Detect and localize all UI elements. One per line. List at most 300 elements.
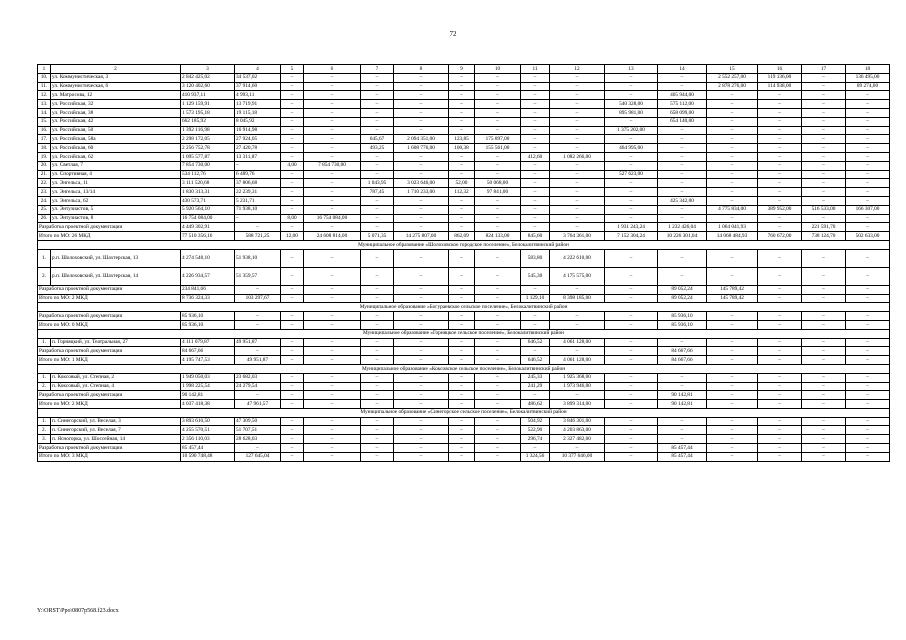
data-cell: 16 914,98 (235, 126, 281, 135)
header-cell: 9 (449, 65, 475, 74)
data-cell: – (449, 205, 475, 214)
data-cell: – (658, 135, 707, 144)
data-cell: – (707, 435, 758, 444)
data-cell: – (802, 267, 846, 285)
data-cell: – (475, 82, 521, 91)
summary-cell: – (361, 285, 394, 294)
data-cell: – (707, 196, 758, 205)
summary-cell: – (304, 356, 361, 365)
summary-label: Итого по МО: 2 МКД (38, 294, 181, 303)
section-title-row (38, 364, 890, 373)
data-cell: – (802, 100, 846, 109)
data-cell: 4 061 128,00 (550, 338, 605, 347)
summary-cell: – (304, 347, 361, 356)
summary-cell: – (235, 444, 281, 453)
data-cell: 1 082 266,00 (550, 152, 605, 161)
summary-cell: – (605, 285, 658, 294)
summary-cell: – (449, 452, 475, 461)
data-cell: 97 841,00 (475, 188, 521, 197)
data-cell: 11. (38, 82, 51, 91)
summary-label: Итого по МО: 3 МКД (38, 452, 181, 461)
data-cell: 4 255 570,51 (181, 426, 235, 435)
header-cell: 11 (521, 65, 550, 74)
data-cell: – (394, 82, 449, 91)
summary-cell: – (304, 452, 361, 461)
summary-cell: 103 297,67 (235, 294, 281, 303)
summary-cell: – (550, 320, 605, 329)
summary-cell: – (758, 285, 802, 294)
data-cell: 5 920 564,10 (181, 205, 235, 214)
data-cell: – (521, 117, 550, 126)
summary-cell: – (758, 312, 802, 321)
summary-cell: – (550, 347, 605, 356)
data-cell: – (361, 417, 394, 426)
summary-cell: 14 275 807,00 (394, 232, 449, 241)
data-cell: 5 231,71 (235, 196, 281, 205)
data-cell: 662 185,92 (181, 117, 235, 126)
data-cell: 3 846 301,00 (550, 417, 605, 426)
data-cell: – (281, 426, 304, 435)
data-cell: – (707, 170, 758, 179)
summary-cell: – (361, 294, 394, 303)
summary-cell: 10 377 646,00 (550, 452, 605, 461)
summary-cell: 127 645,04 (235, 452, 281, 461)
summary-cell: – (846, 223, 890, 232)
data-cell: 24. (38, 196, 51, 205)
data-cell: – (281, 82, 304, 91)
summary-cell: – (475, 285, 521, 294)
data-cell: – (550, 214, 605, 223)
data-cell: – (281, 179, 304, 188)
summary-cell: – (758, 452, 802, 461)
data-cell: – (707, 417, 758, 426)
summary-cell: – (521, 391, 550, 400)
summary-cell: – (304, 400, 361, 409)
data-cell: 7 854 730,00 (181, 161, 235, 170)
address-cell: ул. Коммунистическая, 6 (51, 82, 181, 91)
data-cell: – (449, 152, 475, 161)
summary-cell: 84 667,66 (181, 347, 235, 356)
data-cell: 4 993,11 (235, 91, 281, 100)
data-cell: 13 311,87 (235, 152, 281, 161)
data-cell: – (475, 91, 521, 100)
summary-cell: – (475, 391, 521, 400)
summary-cell: – (281, 223, 304, 232)
summary-cell: 85 457,44 (658, 444, 707, 453)
summary-cell: – (758, 320, 802, 329)
data-cell: – (449, 417, 475, 426)
data-cell: – (361, 82, 394, 91)
data-cell: – (304, 117, 361, 126)
summary-cell: – (521, 285, 550, 294)
summary-cell: – (394, 356, 449, 365)
summary-cell: 89 052,24 (658, 285, 707, 294)
header-row (38, 65, 890, 74)
data-cell: 22. (38, 179, 51, 188)
data-cell: 534 112,76 (181, 170, 235, 179)
header-cell: 2 (51, 65, 181, 74)
summary-cell: – (304, 312, 361, 321)
data-cell: 3 111 520,68 (181, 179, 235, 188)
data-cell: – (802, 152, 846, 161)
data-cell: – (361, 108, 394, 117)
address-cell: ул. Российская, 42 (51, 117, 181, 126)
data-cell: – (475, 73, 521, 82)
data-cell: – (658, 188, 707, 197)
data-cell: 16 754 084,00 (181, 214, 235, 223)
data-cell: – (304, 100, 361, 109)
data-cell: – (758, 426, 802, 435)
data-cell: – (605, 435, 658, 444)
data-cell: – (304, 144, 361, 153)
data-cell: – (304, 382, 361, 391)
data-cell: – (394, 196, 449, 205)
data-cell: – (449, 426, 475, 435)
data-cell: – (449, 91, 475, 100)
data-cell: 4,00 (281, 161, 304, 170)
summary-cell: 49 951,87 (235, 356, 281, 365)
data-cell: 1 973 946,00 (550, 382, 605, 391)
data-cell: – (394, 108, 449, 117)
section-title: Муниципальное образование «Горняцкое сельское поселение», Белокалитвинский район (38, 329, 890, 338)
data-cell: – (846, 179, 890, 188)
data-cell: – (281, 249, 304, 267)
summary-cell: 10 226 301,04 (658, 232, 707, 241)
summary-cell: – (304, 294, 361, 303)
data-cell: 2 298 172,05 (181, 135, 235, 144)
data-cell: – (449, 249, 475, 267)
summary-cell: 85 936,10 (181, 312, 235, 321)
data-cell: – (846, 338, 890, 347)
data-cell: – (658, 126, 707, 135)
address-cell: р.п. Шолоховский, ул. Шахтерская, 14 (51, 267, 181, 285)
data-cell: 245,33 (521, 373, 550, 382)
summary-cell: – (802, 391, 846, 400)
data-cell: – (658, 144, 707, 153)
data-cell: – (521, 205, 550, 214)
data-cell: 583,80 (521, 249, 550, 267)
data-cell: – (802, 91, 846, 100)
data-cell: – (475, 267, 521, 285)
summary-cell: 85 457,44 (181, 444, 235, 453)
summary-cell: – (281, 444, 304, 453)
table-row (38, 214, 890, 223)
data-cell: – (394, 117, 449, 126)
summary-cell: – (802, 285, 846, 294)
data-cell: – (846, 170, 890, 179)
data-cell: – (304, 73, 361, 82)
data-cell: – (802, 179, 846, 188)
data-cell: – (550, 188, 605, 197)
header-cell: 7 (361, 65, 394, 74)
data-cell: – (802, 144, 846, 153)
summary-cell: 3 899 314,00 (550, 400, 605, 409)
summary-cell: – (707, 391, 758, 400)
summary-cell: 4 449 302,91 (181, 223, 235, 232)
data-cell: – (475, 338, 521, 347)
table-row (38, 179, 890, 188)
header-cell: 3 (181, 65, 235, 74)
summary-cell: – (304, 320, 361, 329)
summary-cell: 738 124,70 (802, 232, 846, 241)
data-cell: – (846, 249, 890, 267)
table-row (38, 108, 890, 117)
data-cell: 119 136,00 (758, 73, 802, 82)
data-cell: – (394, 417, 449, 426)
data-cell: – (449, 82, 475, 91)
data-cell: – (361, 249, 394, 267)
data-cell: – (658, 214, 707, 223)
data-cell: – (707, 249, 758, 267)
data-cell: – (658, 249, 707, 267)
table-row (38, 161, 890, 170)
summary-cell: 646,52 (521, 356, 550, 365)
summary-cell: – (394, 444, 449, 453)
table-row (38, 170, 890, 179)
summary-cell: – (846, 444, 890, 453)
data-cell: – (281, 144, 304, 153)
data-cell: – (475, 152, 521, 161)
summary-cell: – (449, 444, 475, 453)
data-cell: – (846, 161, 890, 170)
data-cell: – (707, 161, 758, 170)
data-cell: – (707, 152, 758, 161)
summary-label: Разработка проектной документации (38, 285, 181, 294)
summary-cell: – (394, 391, 449, 400)
summary-cell: – (394, 285, 449, 294)
data-cell: – (235, 161, 281, 170)
address-cell: ул. Энтузиастов, 5 (51, 205, 181, 214)
summary-cell: – (235, 347, 281, 356)
data-cell: 493,25 (361, 144, 394, 153)
data-cell: – (394, 91, 449, 100)
data-cell: – (304, 417, 361, 426)
data-cell: 1. (38, 249, 51, 267)
data-cell: – (605, 161, 658, 170)
summary-cell: – (550, 285, 605, 294)
summary-cell: – (281, 400, 304, 409)
summary-cell: – (449, 294, 475, 303)
data-cell: – (361, 91, 394, 100)
summary-cell: – (707, 400, 758, 409)
data-cell: – (361, 152, 394, 161)
summary-cell: 1 232 426,04 (658, 223, 707, 232)
data-cell: – (605, 179, 658, 188)
data-cell: – (475, 126, 521, 135)
data-cell: 1 925 368,00 (550, 373, 605, 382)
summary-cell: – (550, 312, 605, 321)
table-row (38, 188, 890, 197)
data-cell: – (281, 91, 304, 100)
summary-cell: – (475, 320, 521, 329)
data-cell: 4 111 079,87 (181, 338, 235, 347)
data-cell: 3. (38, 435, 51, 444)
data-cell: – (846, 382, 890, 391)
table-row (38, 338, 890, 347)
data-cell: – (707, 100, 758, 109)
summary-cell: – (802, 356, 846, 365)
data-cell: – (361, 373, 394, 382)
summary-label: Разработка проектной документации (38, 223, 181, 232)
data-cell: 1 608 776,00 (394, 144, 449, 153)
address-cell: ул. Российская, 50 (51, 126, 181, 135)
data-cell: – (281, 338, 304, 347)
summary-cell: – (802, 312, 846, 321)
summary-cell: – (758, 223, 802, 232)
data-cell: 1 949 050,03 (181, 373, 235, 382)
data-cell: – (521, 135, 550, 144)
data-cell: – (394, 435, 449, 444)
data-cell: – (658, 373, 707, 382)
summary-cell: – (281, 391, 304, 400)
data-cell: – (605, 188, 658, 197)
data-cell: – (758, 108, 802, 117)
data-cell: 17. (38, 135, 51, 144)
summary-cell: – (449, 347, 475, 356)
data-cell: – (521, 170, 550, 179)
data-cell: – (304, 135, 361, 144)
summary-cell: 90 142,81 (181, 391, 235, 400)
data-cell: 16. (38, 126, 51, 135)
data-cell: 527 623,00 (605, 170, 658, 179)
data-cell: 21. (38, 170, 51, 179)
data-cell: 1. (38, 417, 51, 426)
summary-cell: – (281, 320, 304, 329)
data-cell: – (304, 267, 361, 285)
data-cell: 2 094 351,00 (394, 135, 449, 144)
summary-cell: 234 841,66 (181, 285, 235, 294)
data-cell: – (707, 338, 758, 347)
data-cell: – (802, 108, 846, 117)
address-cell: п. Горняцкий, ул. Театральная, 27 (51, 338, 181, 347)
data-cell: – (281, 108, 304, 117)
data-cell: – (658, 170, 707, 179)
data-cell: – (394, 152, 449, 161)
summary-row (38, 400, 890, 409)
data-cell: 2 327 482,00 (550, 435, 605, 444)
section-title-row (38, 329, 890, 338)
data-cell: – (449, 170, 475, 179)
data-cell: – (802, 214, 846, 223)
data-cell: 1 710 233,00 (394, 188, 449, 197)
data-cell: – (521, 73, 550, 82)
data-cell: – (707, 214, 758, 223)
summary-label: Итого по МО: 1 МКД (38, 356, 181, 365)
data-cell: – (304, 205, 361, 214)
data-cell: – (846, 267, 890, 285)
data-cell: – (281, 188, 304, 197)
summary-cell: – (846, 452, 890, 461)
data-cell: – (361, 205, 394, 214)
data-cell: – (521, 100, 550, 109)
data-cell: 575 112,00 (658, 100, 707, 109)
summary-cell: – (235, 285, 281, 294)
data-cell: – (304, 82, 361, 91)
data-cell: – (281, 267, 304, 285)
table-row (38, 73, 890, 82)
summary-cell: – (361, 356, 394, 365)
data-cell: 1 129 159,91 (181, 100, 235, 109)
data-cell: – (658, 152, 707, 161)
address-cell: ул. Российская, 38 (51, 108, 181, 117)
summary-cell: 8 398 185,00 (550, 294, 605, 303)
data-cell: 23. (38, 188, 51, 197)
data-cell: 27 420,78 (235, 144, 281, 153)
data-cell: 89 274,00 (846, 82, 890, 91)
data-cell: 2. (38, 267, 51, 285)
summary-row (38, 444, 890, 453)
data-cell: 51 938,10 (235, 249, 281, 267)
data-cell: 296,74 (521, 435, 550, 444)
table-row (38, 435, 890, 444)
data-cell: – (758, 126, 802, 135)
summary-cell: 1 129,10 (521, 294, 550, 303)
data-cell: 464 995,00 (605, 144, 658, 153)
data-cell: 3 893 610,50 (181, 417, 235, 426)
header-cell: 13 (605, 65, 658, 74)
summary-cell: – (281, 285, 304, 294)
summary-cell: 5 071,35 (361, 232, 394, 241)
header-cell: 10 (475, 65, 521, 74)
summary-cell: – (707, 444, 758, 453)
summary-cell: – (394, 294, 449, 303)
data-cell: – (846, 108, 890, 117)
data-cell: 13. (38, 100, 51, 109)
data-cell: – (475, 249, 521, 267)
data-cell: – (235, 214, 281, 223)
data-cell: – (758, 91, 802, 100)
data-cell: – (449, 161, 475, 170)
data-cell: – (707, 117, 758, 126)
address-cell: р.п. Шолоховский, ул. Шахтерская, 13 (51, 249, 181, 267)
data-cell: – (658, 161, 707, 170)
data-cell: – (475, 100, 521, 109)
page-number: 72 (449, 30, 457, 38)
address-cell: ул. Энгельса, 62 (51, 196, 181, 205)
data-cell: 19 115,18 (235, 108, 281, 117)
data-cell: – (475, 161, 521, 170)
summary-cell: 85 936,10 (181, 320, 235, 329)
data-cell: – (758, 417, 802, 426)
data-cell: – (475, 373, 521, 382)
address-cell: ул. Российская, 60 (51, 144, 181, 153)
data-cell: 540 328,00 (605, 100, 658, 109)
data-cell: – (304, 108, 361, 117)
data-cell: – (281, 100, 304, 109)
data-cell: 1 392 116,98 (181, 126, 235, 135)
data-cell: 23 682,03 (235, 373, 281, 382)
data-cell: – (550, 73, 605, 82)
data-cell: – (475, 117, 521, 126)
data-cell: – (475, 417, 521, 426)
data-cell: – (846, 100, 890, 109)
address-cell: ул. Матросова, 12 (51, 91, 181, 100)
summary-cell: – (802, 400, 846, 409)
header-cell: 12 (550, 65, 605, 74)
data-cell: – (605, 196, 658, 205)
data-cell: – (802, 73, 846, 82)
data-cell: – (281, 196, 304, 205)
data-cell: – (281, 382, 304, 391)
data-cell: – (758, 144, 802, 153)
data-cell: 4 203 863,00 (550, 426, 605, 435)
data-cell: 15. (38, 117, 51, 126)
data-cell: – (304, 373, 361, 382)
summary-cell: – (304, 444, 361, 453)
data-cell: – (550, 161, 605, 170)
data-cell: – (361, 338, 394, 347)
data-cell: – (394, 426, 449, 435)
